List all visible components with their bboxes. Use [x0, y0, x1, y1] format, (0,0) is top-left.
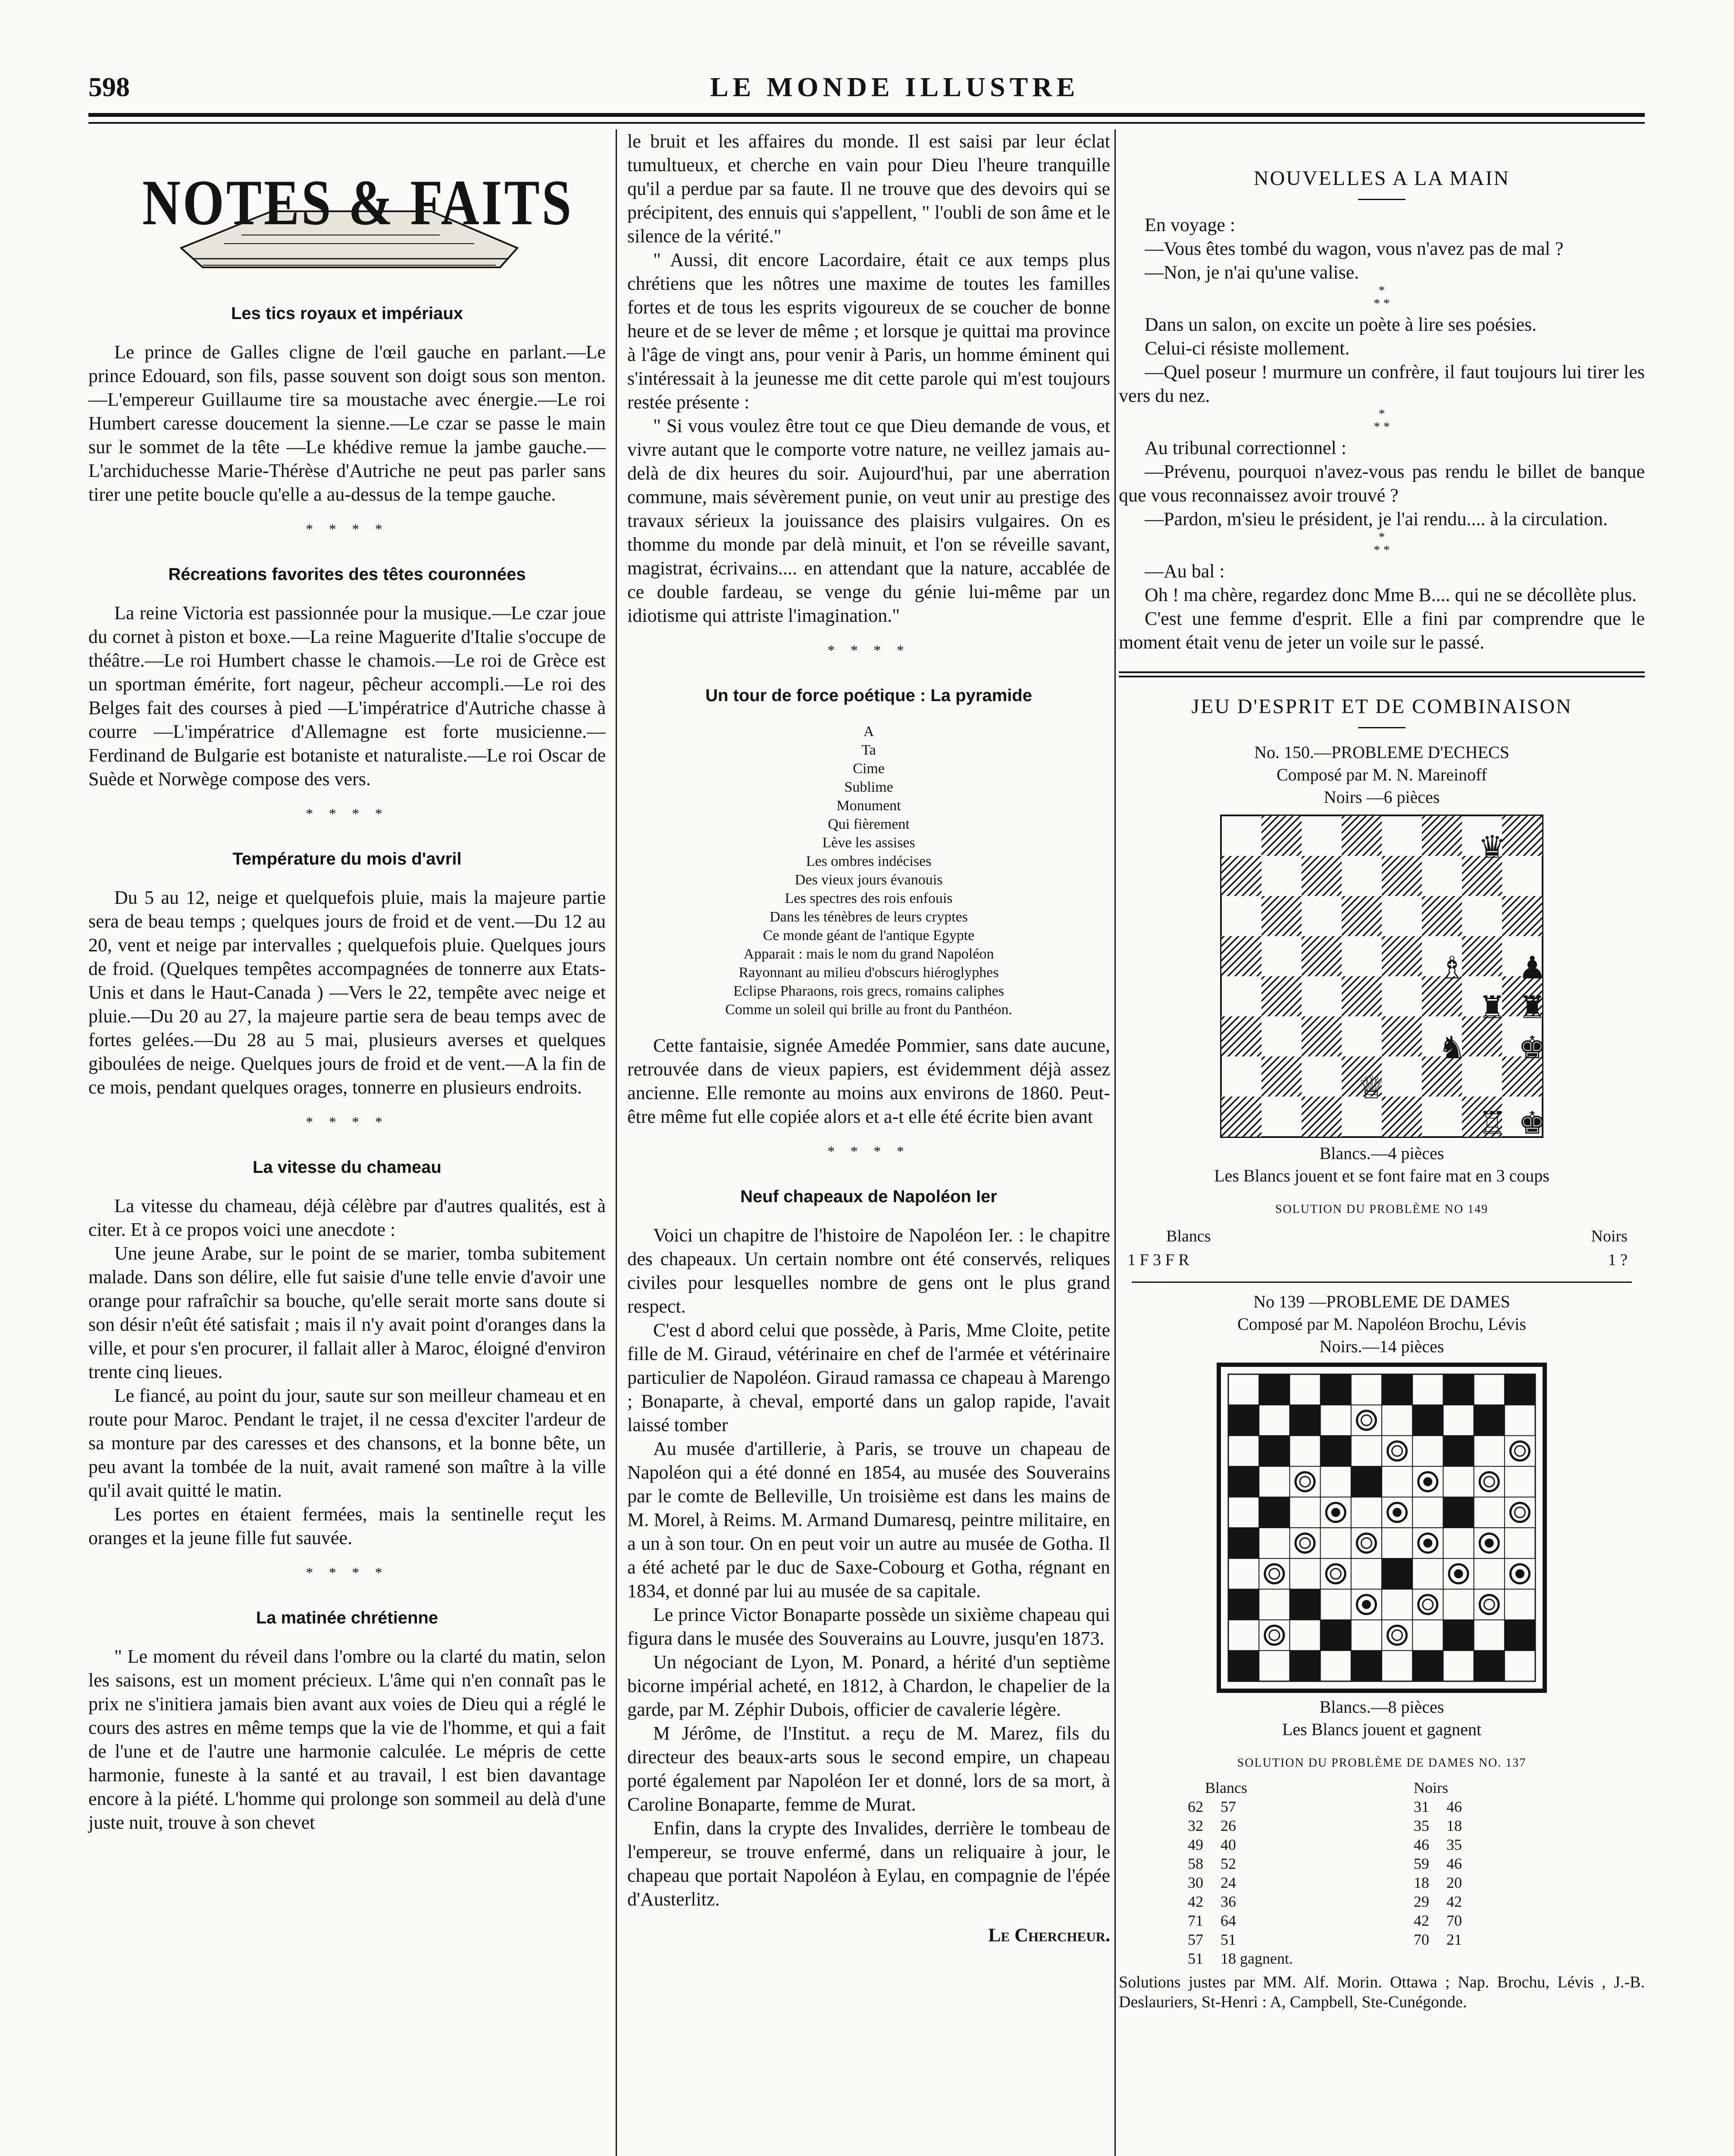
- column-3: [1119, 129, 1645, 2012]
- draughts-square: [1443, 1435, 1474, 1466]
- chess-square: [1302, 936, 1342, 976]
- dames-problem-title: No 139 —PROBLEME DE DAMES: [1253, 1292, 1510, 1311]
- white-rook: ♖: [1478, 1105, 1506, 1141]
- paragraph: Au musée d'artillerie, à Paris, se trouve un chapeau de Napoléon qui a été donné en 1854, au musée des Souverains par le comte de Belleville, Un troisième est dans les mains de M. Morel, à Reims. M. Armand Dumaresq, peintre militaire, en a un à son tour. On en peut voir un autre au musée de Gotha. Il a été acheté par le duc de Saxe-Cobourg et Gotha, régnant en 1834, et donné par lui au musée de sa capitale.: [627, 1438, 1110, 1601]
- draught-piece-center: [1392, 1446, 1402, 1456]
- journal-title: LE MONDE ILLUSTRE: [710, 72, 1080, 102]
- paragraph: Le prince de Galles cligne de l'œil gauche en parlant.—Le prince Edouard, son fils, passe souvent son doigt sous son menton.—L'empereur Guillaume tire sa moustache avec énergie.—Le roi Humbert caresse doucement la sienne.—Le czar se passe le main sur le sommet de la tête —Le khédive remue la jambe gauche.—L'archiduchesse Marie-Thérèse d'Autriche ne peut pas parler sans tirer une petite boucle qu'elle a au-dessus de la tempe gauche.: [88, 342, 606, 505]
- white-queen: ♕: [1357, 1069, 1386, 1106]
- draught-piece-center: [1392, 1630, 1402, 1640]
- pyramid-line: Monument: [836, 798, 901, 814]
- column-1: [88, 280, 606, 1834]
- black-king-corner: ♚: [1518, 1105, 1546, 1141]
- chess-square: [1261, 896, 1302, 936]
- pyramid-line: Comme un soleil qui brille au front du Panthéon.: [725, 1002, 1012, 1018]
- chess-square: [1422, 816, 1462, 856]
- pyramid-line: Ce monde géant de l'antique Egypte: [763, 928, 975, 943]
- draughts-square: [1443, 1374, 1474, 1405]
- chess-square: [1261, 816, 1302, 856]
- draught-piece-center: [1424, 1539, 1432, 1547]
- table-row: 57 51 70 21: [1188, 1931, 1462, 1948]
- draught-piece-center: [1515, 1446, 1525, 1456]
- paragraph: Un négociant de Lyon, M. Ponard, a hérité d'un septième bicorne impérial acheté, en 1812, à Chardon, le chapelier de la garde, par M. Zéphir Dubois, officier de cavalerie légère.: [627, 1651, 1110, 1720]
- chess-square: [1502, 896, 1542, 936]
- dames-white-count: Blancs.—8 pièces: [1319, 1697, 1444, 1717]
- pyramid-line: Les ombres indécises: [806, 853, 932, 869]
- draughts-square: [1412, 1651, 1443, 1681]
- draughts-square: [1290, 1589, 1320, 1620]
- pyramid-line: A: [863, 724, 874, 740]
- draught-piece-center: [1423, 1599, 1433, 1610]
- section-title: Température du mois d'avril: [232, 849, 462, 868]
- paragraph: " Aussi, dit encore Lacordaire, était ce aux temps plus chrétiens que les nôtres une maxime de toutes les familles fortes et de tous les esprits vigoureux de se coucher de bonne heure et de se lever de même ; et lorsque je quittai ma province à l'âge de vingt ans, pour venir à Paris, un homme éminent qui s'intéressait à la jeunesse me dit cette parole qui m'est toujours restée présente :: [627, 249, 1110, 413]
- white-bishop: ♗: [1438, 950, 1466, 986]
- paragraph: —Au bal :: [1145, 561, 1225, 582]
- draught-piece-center: [1361, 1415, 1371, 1426]
- column-divider: [616, 129, 617, 2156]
- draught-piece-center: [1300, 1538, 1310, 1548]
- draughts-square: [1443, 1620, 1474, 1651]
- chess-square: [1462, 936, 1502, 976]
- paragraph: " Le moment du réveil dans l'ombre ou la clarté du matin, selon les saisons, est un moment précieux. L'âme qui n'en connaît pas le prix ne s'initiera jamais bien avant aux voies de Dieu qui a réglé le cours des astres en même temps que la vie de l'homme, et qui a fait de l'une et de l'autre une harmonie calculée. Le mépris de cette harmonie, funeste à la santé et au travail, l est bien davantage encore à la piété. L'homme qui prolonge son sommeil au delà d'une juste nuit, trouve à son chevet: [88, 1646, 606, 1833]
- draughts-square: [1321, 1435, 1351, 1466]
- draughts-board: [1218, 1364, 1546, 1692]
- pyramid-line: Cime: [853, 761, 885, 777]
- sol-move-white: 1 F 3 F R: [1127, 1251, 1189, 1269]
- draught-piece-center: [1484, 1476, 1494, 1487]
- paragraph: —Vous êtes tombé du wagon, vous n'avez pas de mal ?: [1145, 238, 1564, 259]
- table-row: [1179, 1778, 1471, 1797]
- chess-square: [1302, 856, 1342, 896]
- paragraph: Du 5 au 12, neige et quelquefois pluie, mais la majeure partie sera de beau temps ; quelques jours de froid et de vent.—Du 12 au 20, vent et neige par intervalles ; quelquefois pluie. Quelques jours de froid. (Quelques tempêtes accompagnées de tonnerre aux Etats-Unis et dans le Haut-Canada ) —Vers le 22, tempête avec neige et pluie.—Du 20 au 27, la majeure partie sera de beau temps avec de fortes gelées.—Du 28 au 5 mai, plusieurs averses et quelques giboulées de neige. Quelques jours de froid et de vent.—A la fin de ce mois, pendant quelques orages, tonnerre en plusieurs endroits.: [88, 887, 606, 1098]
- paragraph: Enfin, dans la crypte des Invalides, derrière le tombeau de l'empereur, se trouve enfermé, dans un reliquaire à jour, le chapeau que portait Napoléon à Eylau, en compagnie de l'épée d'Austerlitz.: [627, 1818, 1110, 1910]
- pyramid-line: Lève les assises: [822, 835, 915, 851]
- draughts-square: [1474, 1651, 1505, 1681]
- chess-square: [1221, 856, 1261, 896]
- asterism: * * *: [1374, 530, 1390, 557]
- pyramid-line: Apparait : mais le nom du grand Napoléon: [743, 946, 994, 962]
- draughts-square: [1228, 1528, 1259, 1558]
- paragraph: —Prévenu, pourquoi n'avez-vous pas rendu le billet de banque que vous reconnaissez avoir trouvé ?: [1119, 461, 1645, 506]
- header-rule-thin: [88, 122, 1645, 124]
- chess-square: [1221, 936, 1261, 976]
- solution-149-move: [1119, 1248, 1645, 1272]
- dames-problem-author: Composé par M. Napoléon Brochu, Lévis: [1237, 1314, 1526, 1334]
- section-heading: NOUVELLES A LA MAIN: [1253, 167, 1510, 190]
- draughts-square: [1412, 1405, 1443, 1435]
- sol-blancs-label: Blancs: [1205, 1779, 1247, 1796]
- chess-square: [1382, 1097, 1422, 1137]
- table-row: 71 64 42 70: [1188, 1912, 1462, 1929]
- double-rule: [1119, 671, 1645, 677]
- draughts-square: [1321, 1374, 1351, 1405]
- black-pawn: ♟: [1518, 950, 1546, 986]
- section-title: Récreations favorites des têtes couronnées: [168, 565, 526, 584]
- draught-piece-center: [1269, 1630, 1280, 1640]
- draught-piece-center: [1330, 1569, 1341, 1579]
- pyramid-line: Qui fièrement: [828, 816, 910, 832]
- section-separator: * * * *: [306, 1565, 388, 1581]
- paragraph: Dans un salon, on excite un poète à lire ses poésies.: [1145, 314, 1537, 335]
- draughts-square: [1382, 1558, 1412, 1589]
- paragraph: Celui-ci résiste mollement.: [1145, 338, 1350, 359]
- section-title: Les tics royaux et impériaux: [231, 304, 463, 323]
- draughts-square: [1382, 1374, 1412, 1405]
- title-art-text: NOTES & FAITS: [142, 167, 573, 238]
- draughts-square: [1443, 1497, 1474, 1528]
- chess-square: [1382, 856, 1422, 896]
- section-separator: * * * *: [306, 806, 388, 822]
- pyramid-poem: [627, 722, 1110, 1019]
- paragraph: " Si vous voulez être tout ce que Dieu demande de vous, et vivre autant que le comporte votre nature, ne veillez jamais au-delà de dix heures du soir. Aujourd'hui, par une aberration commune, mais sévèrement punie, on veut unir au prestige des travaux sérieux la jouissance des plaisirs vulgaires. On es thomme du monde par delà minuit, et l'on se réveille savant, magistrat, écrivains.... en attendant que la nature, accablée de ce double fardeau, se venge du génie lui-même par un idiotisme qui attriste l'imagination.": [627, 415, 1110, 626]
- paragraph: Oh ! ma chère, regardez donc Mme B.... qui ne se décollète plus.: [1145, 584, 1637, 605]
- draught-piece-center: [1393, 1508, 1401, 1516]
- draughts-square: [1228, 1651, 1259, 1681]
- draughts-square: [1228, 1405, 1259, 1435]
- black-queen: ♛: [1478, 829, 1506, 865]
- draughts-square: [1259, 1374, 1290, 1405]
- column-2: [627, 129, 1110, 1947]
- chess-square: [1382, 936, 1422, 976]
- paragraph: Le prince Victor Bonaparte possède un sixième chapeau qui figura dans le musée des Souverains au Louvre, jusqu'en 1873.: [627, 1604, 1110, 1649]
- draughts-square: [1351, 1651, 1382, 1681]
- pyramid-line: Eclipse Pharaons, rois grecs, romains caliphes: [733, 983, 1004, 999]
- paragraph: En voyage :: [1145, 214, 1236, 235]
- draught-piece-center: [1424, 1478, 1432, 1485]
- black-rook: ♜: [1478, 989, 1506, 1025]
- pyramid-line: Dans les ténèbres de leurs cryptes: [770, 909, 968, 925]
- chess-problem-author: Composé par M. N. Mareinoff: [1276, 765, 1487, 784]
- paragraph: —Quel poseur ! murmure un confrère, il faut toujours lui tirer les vers du nez.: [1119, 361, 1645, 406]
- chess-square: [1221, 1097, 1261, 1137]
- chess-square: [1342, 896, 1382, 936]
- dames-black-count: Noirs.—14 pièces: [1319, 1337, 1444, 1356]
- solutions-note: Solutions justes par MM. Alf. Morin. Ottawa ; Nap. Brochu, Lévis , J.-B. Deslauriers, St-Henri : A, Campbell, Ste-Cunégonde.: [1119, 1973, 1645, 2011]
- asterism: * * *: [1374, 283, 1390, 310]
- pyramid-line: Sublime: [844, 779, 893, 795]
- page-number: 598: [88, 72, 130, 102]
- chess-problem-note: Les Blancs jouent et se font faire mat en 3 coups: [1214, 1166, 1549, 1185]
- section-title: Neuf chapeaux de Napoléon Ier: [740, 1187, 997, 1206]
- chess-square: [1342, 816, 1382, 856]
- paragraph: La reine Victoria est passionnée pour la musique.—Le czar joue du cornet à piston et boxe.—La reine Maguerite d'Italie s'occupe de théâtre.—Le roi Humbert chasse le chamois.—Le roi de Grèce est un sportman émérite, fort nageur, pêcheur accompli.—Le roi des Belges fait des courses à pied —L'impératrice d'Autriche chasse à courre —L'impératrice d'Allemagne est forte musicienne.—Ferdinand de Bulgarie est botaniste et naturaliste.—Le roi Oscar de Suède et Norwège compose des vers.: [88, 602, 606, 790]
- chess-square: [1422, 896, 1462, 936]
- table-row: 30 24 18 20: [1188, 1874, 1462, 1891]
- dames-problem-note: Les Blancs jouent et gagnent: [1282, 1720, 1482, 1739]
- draughts-square: [1321, 1620, 1351, 1651]
- asterism: * * *: [1374, 407, 1390, 434]
- section-separator: * * * *: [306, 521, 388, 537]
- chess-square: [1302, 1016, 1342, 1056]
- solution-149-header: [1119, 1225, 1645, 1248]
- section-separator: * * * *: [827, 1144, 910, 1159]
- chess-square: [1502, 816, 1542, 856]
- draughts-square: [1228, 1467, 1259, 1497]
- table-row: 32 26 35 18: [1188, 1817, 1462, 1834]
- sol-noirs-label: Noirs: [1591, 1227, 1628, 1245]
- notes-faits-title-art: [129, 160, 586, 272]
- solution-137-title: SOLUTION DU PROBLÈME DE DAMES NO. 137: [1237, 1756, 1527, 1770]
- table-row: 42 36 29 42: [1188, 1893, 1462, 1910]
- draught-piece-center: [1484, 1599, 1494, 1610]
- section-separator: * * * *: [306, 1114, 388, 1130]
- chess-square: [1261, 976, 1302, 1016]
- divider: [1358, 727, 1405, 728]
- sol-blancs-label: Blancs: [1166, 1227, 1211, 1245]
- draught-piece-center: [1362, 1601, 1370, 1608]
- section-heading: JEU D'ESPRIT ET DE COMBINAISON: [1191, 695, 1572, 718]
- section-title: La vitesse du chameau: [253, 1158, 441, 1177]
- chess-black-count: Noirs —6 pièces: [1324, 787, 1440, 807]
- paragraph: Cette fantaisie, signée Amedée Pommier, sans date aucune, retrouvée dans de vieux papiers, est évidemment déjà assez ancienne. Elle remonte au moins aux environs de 1860. Peut-être même fut elle copiée alors et a-t elle été écrite bien avant: [627, 1035, 1110, 1127]
- pyramid-line: Des vieux jours évanouis: [795, 872, 943, 888]
- draughts-square: [1228, 1589, 1259, 1620]
- sol-noirs-label: Noirs: [1413, 1779, 1448, 1796]
- pyramid-line: Rayonnant au milieu d'obscurs hiéroglyphes: [739, 965, 999, 981]
- chess-problem-title: No. 150.—PROBLEME D'ECHECS: [1254, 743, 1509, 762]
- divider: [1132, 1282, 1632, 1283]
- paragraph: —Non, je n'ai qu'une valise.: [1145, 262, 1359, 283]
- draughts-square: [1290, 1405, 1320, 1435]
- draught-piece-center: [1455, 1570, 1462, 1578]
- chess-square: [1261, 1056, 1302, 1097]
- chess-board: [1220, 815, 1546, 1141]
- paragraph: Voici un chapitre de l'histoire de Napoléon Ier. : le chapitre des chapeaux. Un certain nombre ont été conservés, reliques civiles pour lesquelles nombre de gens ont le plus grand respect.: [627, 1225, 1110, 1317]
- black-knight: ♞: [1438, 1029, 1466, 1065]
- chess-white-count: Blancs.—4 pièces: [1319, 1144, 1444, 1163]
- solution-149-title: SOLUTION DU PROBLÈME NO 149: [1275, 1203, 1489, 1216]
- black-rook: ♜: [1518, 989, 1546, 1025]
- draught-piece-center: [1515, 1507, 1525, 1517]
- table-row: 49 40 46 35: [1188, 1836, 1462, 1853]
- paragraph: La vitesse du chameau, déjà célèbre par d'autres qualités, est à citer. Et à ce propos voici une anecdote :: [88, 1195, 606, 1240]
- paragraph: le bruit et les affaires du monde. Il est saisi par leur éclat tumultueux, et cherche en vain pour Dieu l'heure tranquille qu'il a perdue par sa faute. Il ne trouve que des devoirs qui se précipitent, des ennuis qui s'appellent, " l'oubli de son âme et le silence de la vérité.": [627, 131, 1110, 247]
- paragraph: —Pardon, m'sieu le président, je l'ai rendu.... à la circulation.: [1145, 508, 1608, 530]
- section-separator: * * * *: [827, 642, 910, 658]
- sol-move-black: 1 ?: [1608, 1251, 1628, 1269]
- chess-square: [1221, 1016, 1261, 1056]
- section-title: La matinée chrétienne: [256, 1608, 438, 1627]
- divider: [1358, 199, 1405, 200]
- draught-piece-center: [1516, 1570, 1524, 1578]
- draughts-square: [1259, 1497, 1290, 1528]
- paragraph: M Jérôme, de l'Institut. a reçu de M. Marez, fils du directeur des beaux-arts sous le second empire, un chapeau porté également par Napoléon Ier et donné, lors de sa mort, à Caroline Bonaparte, femme de Murat.: [627, 1723, 1110, 1815]
- pyramid-line: Les spectres des rois enfouis: [785, 890, 953, 906]
- black-king: ♚: [1518, 1029, 1546, 1065]
- draught-piece-center: [1485, 1539, 1493, 1547]
- table-row: 51 18 gagnent.: [1188, 1950, 1293, 1967]
- draughts-square: [1290, 1651, 1320, 1681]
- table-row: 58 52 59 46: [1188, 1855, 1462, 1872]
- paragraph: Au tribunal correctionnel :: [1145, 437, 1346, 458]
- pyramid-line: Ta: [861, 742, 876, 758]
- signature: Le Chercheur.: [988, 1924, 1110, 1946]
- table-row: 62 57 31 46: [1188, 1798, 1462, 1815]
- paragraph: Le fiancé, au point du jour, saute sur son meilleur chameau et en route pour Maroc. Pendant le trajet, il ne cessa d'exciter l'ardeur de sa monture par des caresses et des chansons, et la bonne bête, un peu avant la tombée de la nuit, avait ramené son maître à la ville qu'il avait quitté le matin.: [88, 1385, 606, 1501]
- column-divider: [1114, 129, 1116, 2156]
- draught-piece-center: [1332, 1508, 1340, 1516]
- paragraph: C'est une femme d'esprit. Elle a fini par comprendre que le moment était venu de jeter un voile sur le passé.: [1119, 608, 1645, 653]
- header-rule: [88, 113, 1645, 117]
- draught-piece-center: [1269, 1569, 1280, 1579]
- draughts-square: [1351, 1467, 1382, 1497]
- draughts-square: [1505, 1620, 1535, 1651]
- paragraph: Les portes en étaient fermées, mais la sentinelle reçut les oranges et la jeune fille fut sauvée.: [88, 1504, 606, 1548]
- chess-square: [1342, 976, 1382, 1016]
- draughts-square: [1505, 1374, 1535, 1405]
- paragraph: Une jeune Arabe, sur le point de se marier, tomba subitement malade. Dans son délire, elle fut saisie d'une telle envie d'avoir une orange pour rafraîchir sa bouche, qu'elle serait morte sans doute si son désir n'eût été satisfait ; mais il n'y avait point d'oranges dans la ville, et pour s'en procurer, il fallait aller à Maroc, éloigné d'environ trente cinq lieues.: [88, 1243, 606, 1382]
- draughts-square: [1259, 1435, 1290, 1466]
- solution-137-table: [1179, 1778, 1471, 1968]
- draughts-square: [1474, 1405, 1505, 1435]
- section-title: Un tour de force poétique : La pyramide: [705, 686, 1032, 705]
- draught-piece-center: [1300, 1476, 1310, 1487]
- paragraph: C'est d abord celui que possède, à Paris, Mme Cloite, petite fille de M. Giraud, vétérinaire en chef de l'armée et vétérinaire particulier de Napoléon. Giraud ramassa ce chapeau à Marengo ; Bonaparte, à cheval, emporté dans un galop rapide, l'avait laissé tomber: [627, 1319, 1110, 1435]
- draught-piece-center: [1361, 1538, 1371, 1548]
- chess-square: [1302, 1097, 1342, 1137]
- chess-square: [1382, 1016, 1422, 1056]
